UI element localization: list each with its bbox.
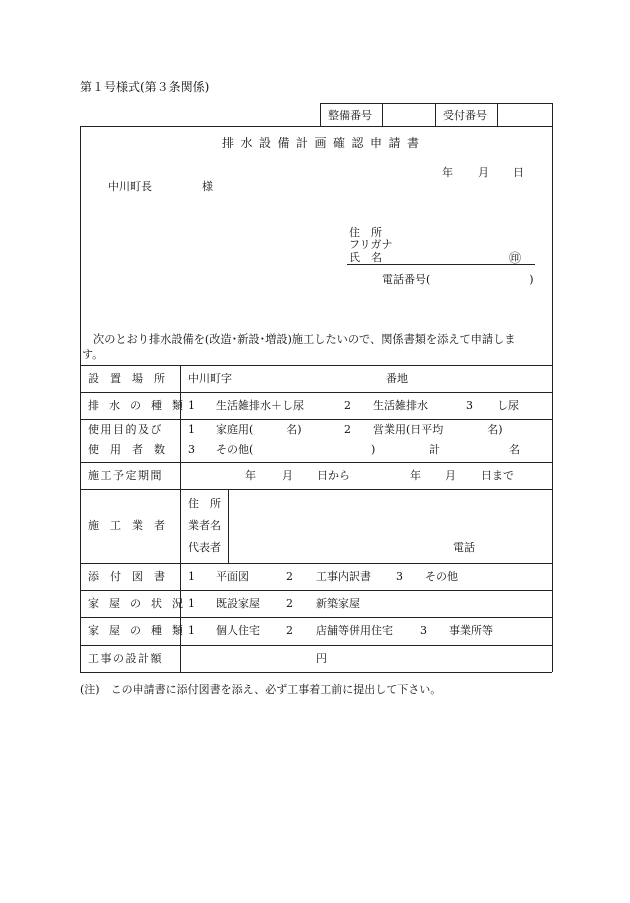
house-type-label: 家 屋 の 種 類: [88, 624, 183, 637]
footnote: (注) この申請書に添付図書を添え、必ず工事着工前に提出して下さい。: [80, 683, 442, 696]
house-type-2: 店舗等併用住宅: [316, 624, 393, 637]
attachment-1: 平面図: [216, 570, 249, 583]
uketsuke-number-label: 受付番号: [443, 109, 487, 122]
drain-option-3-no: 3: [466, 399, 473, 412]
form-title: 排水設備計画確認申請書: [222, 136, 426, 150]
period-start-month: 月: [282, 469, 293, 482]
applicant-name-label: 氏 名: [349, 251, 382, 264]
purpose-option-2: 営業用(日平均 名): [373, 423, 503, 436]
attachment-3: その他: [425, 570, 458, 583]
house-state-2: 新築家屋: [316, 597, 360, 610]
purpose-other-close: ): [371, 443, 376, 456]
purpose-option-1: 家庭用( 名): [216, 423, 302, 436]
date-month: 月: [478, 166, 489, 179]
attachment-2-no: 2: [286, 570, 293, 583]
seal-mark: ㊞: [509, 251, 522, 265]
house-type-1: 個人住宅: [216, 624, 260, 637]
period-label: 施工予定期間: [88, 469, 163, 482]
design-cost-label: 工事の設計額: [88, 652, 163, 665]
house-type-3-no: 3: [420, 624, 427, 637]
house-type-2-no: 2: [286, 624, 293, 637]
date-year: 年: [442, 166, 453, 179]
contractor-rep-label: 代表者: [188, 541, 221, 554]
location-label: 設 置 場 所: [88, 372, 165, 385]
drain-option-1: 生活雑排水＋し尿: [216, 399, 304, 412]
purpose-option-2-no: 2: [344, 423, 351, 436]
drain-option-2-no: 2: [344, 399, 351, 412]
user-count-label: 使 用 者 数: [88, 443, 165, 456]
house-state-1-no: 1: [188, 597, 195, 610]
period-start-year: 年: [245, 469, 256, 482]
form-number: 第１号様式(第３条関係): [80, 80, 210, 94]
house-state-label: 家 屋 の 状 況: [88, 597, 183, 610]
house-state-2-no: 2: [286, 597, 293, 610]
design-cost-yen: 円: [316, 652, 327, 665]
drain-option-1-no: 1: [188, 399, 195, 412]
house-state-1: 既設家屋: [216, 597, 260, 610]
applicant-address-label: 住 所: [349, 226, 382, 239]
location-town: 中川町字: [188, 372, 232, 385]
drain-option-2: 生活雑排水: [373, 399, 428, 412]
period-end-year: 年: [410, 469, 421, 482]
house-type-1-no: 1: [188, 624, 195, 637]
seibi-number-label: 整備番号: [328, 109, 372, 122]
date-day: 日: [513, 166, 524, 179]
contractor-address-label: 住 所: [188, 497, 221, 510]
applicant-tel: 電話番号( ): [382, 273, 534, 286]
request-text-line2: す。: [82, 348, 104, 361]
period-end-day: 日まで: [481, 469, 514, 482]
user-total-unit: 名: [509, 443, 520, 456]
contractor-tel-label: 電話: [453, 541, 475, 554]
request-text-line1: 次のとおり排水設備を(改造･新設･増設)施工したいので、関係書類を添えて申請しま: [93, 333, 516, 346]
applicant-name-underline: [347, 264, 535, 265]
house-type-3: 事業所等: [449, 624, 493, 637]
attachment-1-no: 1: [188, 570, 195, 583]
contractor-label: 施 工 業 者: [88, 519, 165, 532]
location-banchi: 番地: [386, 372, 408, 385]
attachments-label: 添 付 図 書: [88, 570, 165, 583]
attachment-2: 工事内訳書: [316, 570, 371, 583]
purpose-option-1-no: 1: [188, 423, 195, 436]
period-end-month: 月: [445, 469, 456, 482]
addressee-name: 中川町長: [108, 180, 152, 193]
purpose-label: 使用目的及び: [88, 423, 163, 436]
drain-type-label: 排 水 の 種 類: [88, 399, 183, 412]
contractor-name-label: 業者名: [188, 519, 221, 532]
user-total-label: 計: [429, 443, 440, 456]
applicant-furigana-label: フリガナ: [349, 238, 393, 251]
attachment-3-no: 3: [396, 570, 403, 583]
purpose-option-3: その他(: [216, 443, 254, 456]
addressee-honorific: 様: [202, 180, 213, 193]
drain-option-3: し尿: [497, 399, 519, 412]
period-start-day: 日から: [317, 469, 350, 482]
purpose-option-3-no: 3: [188, 443, 195, 456]
